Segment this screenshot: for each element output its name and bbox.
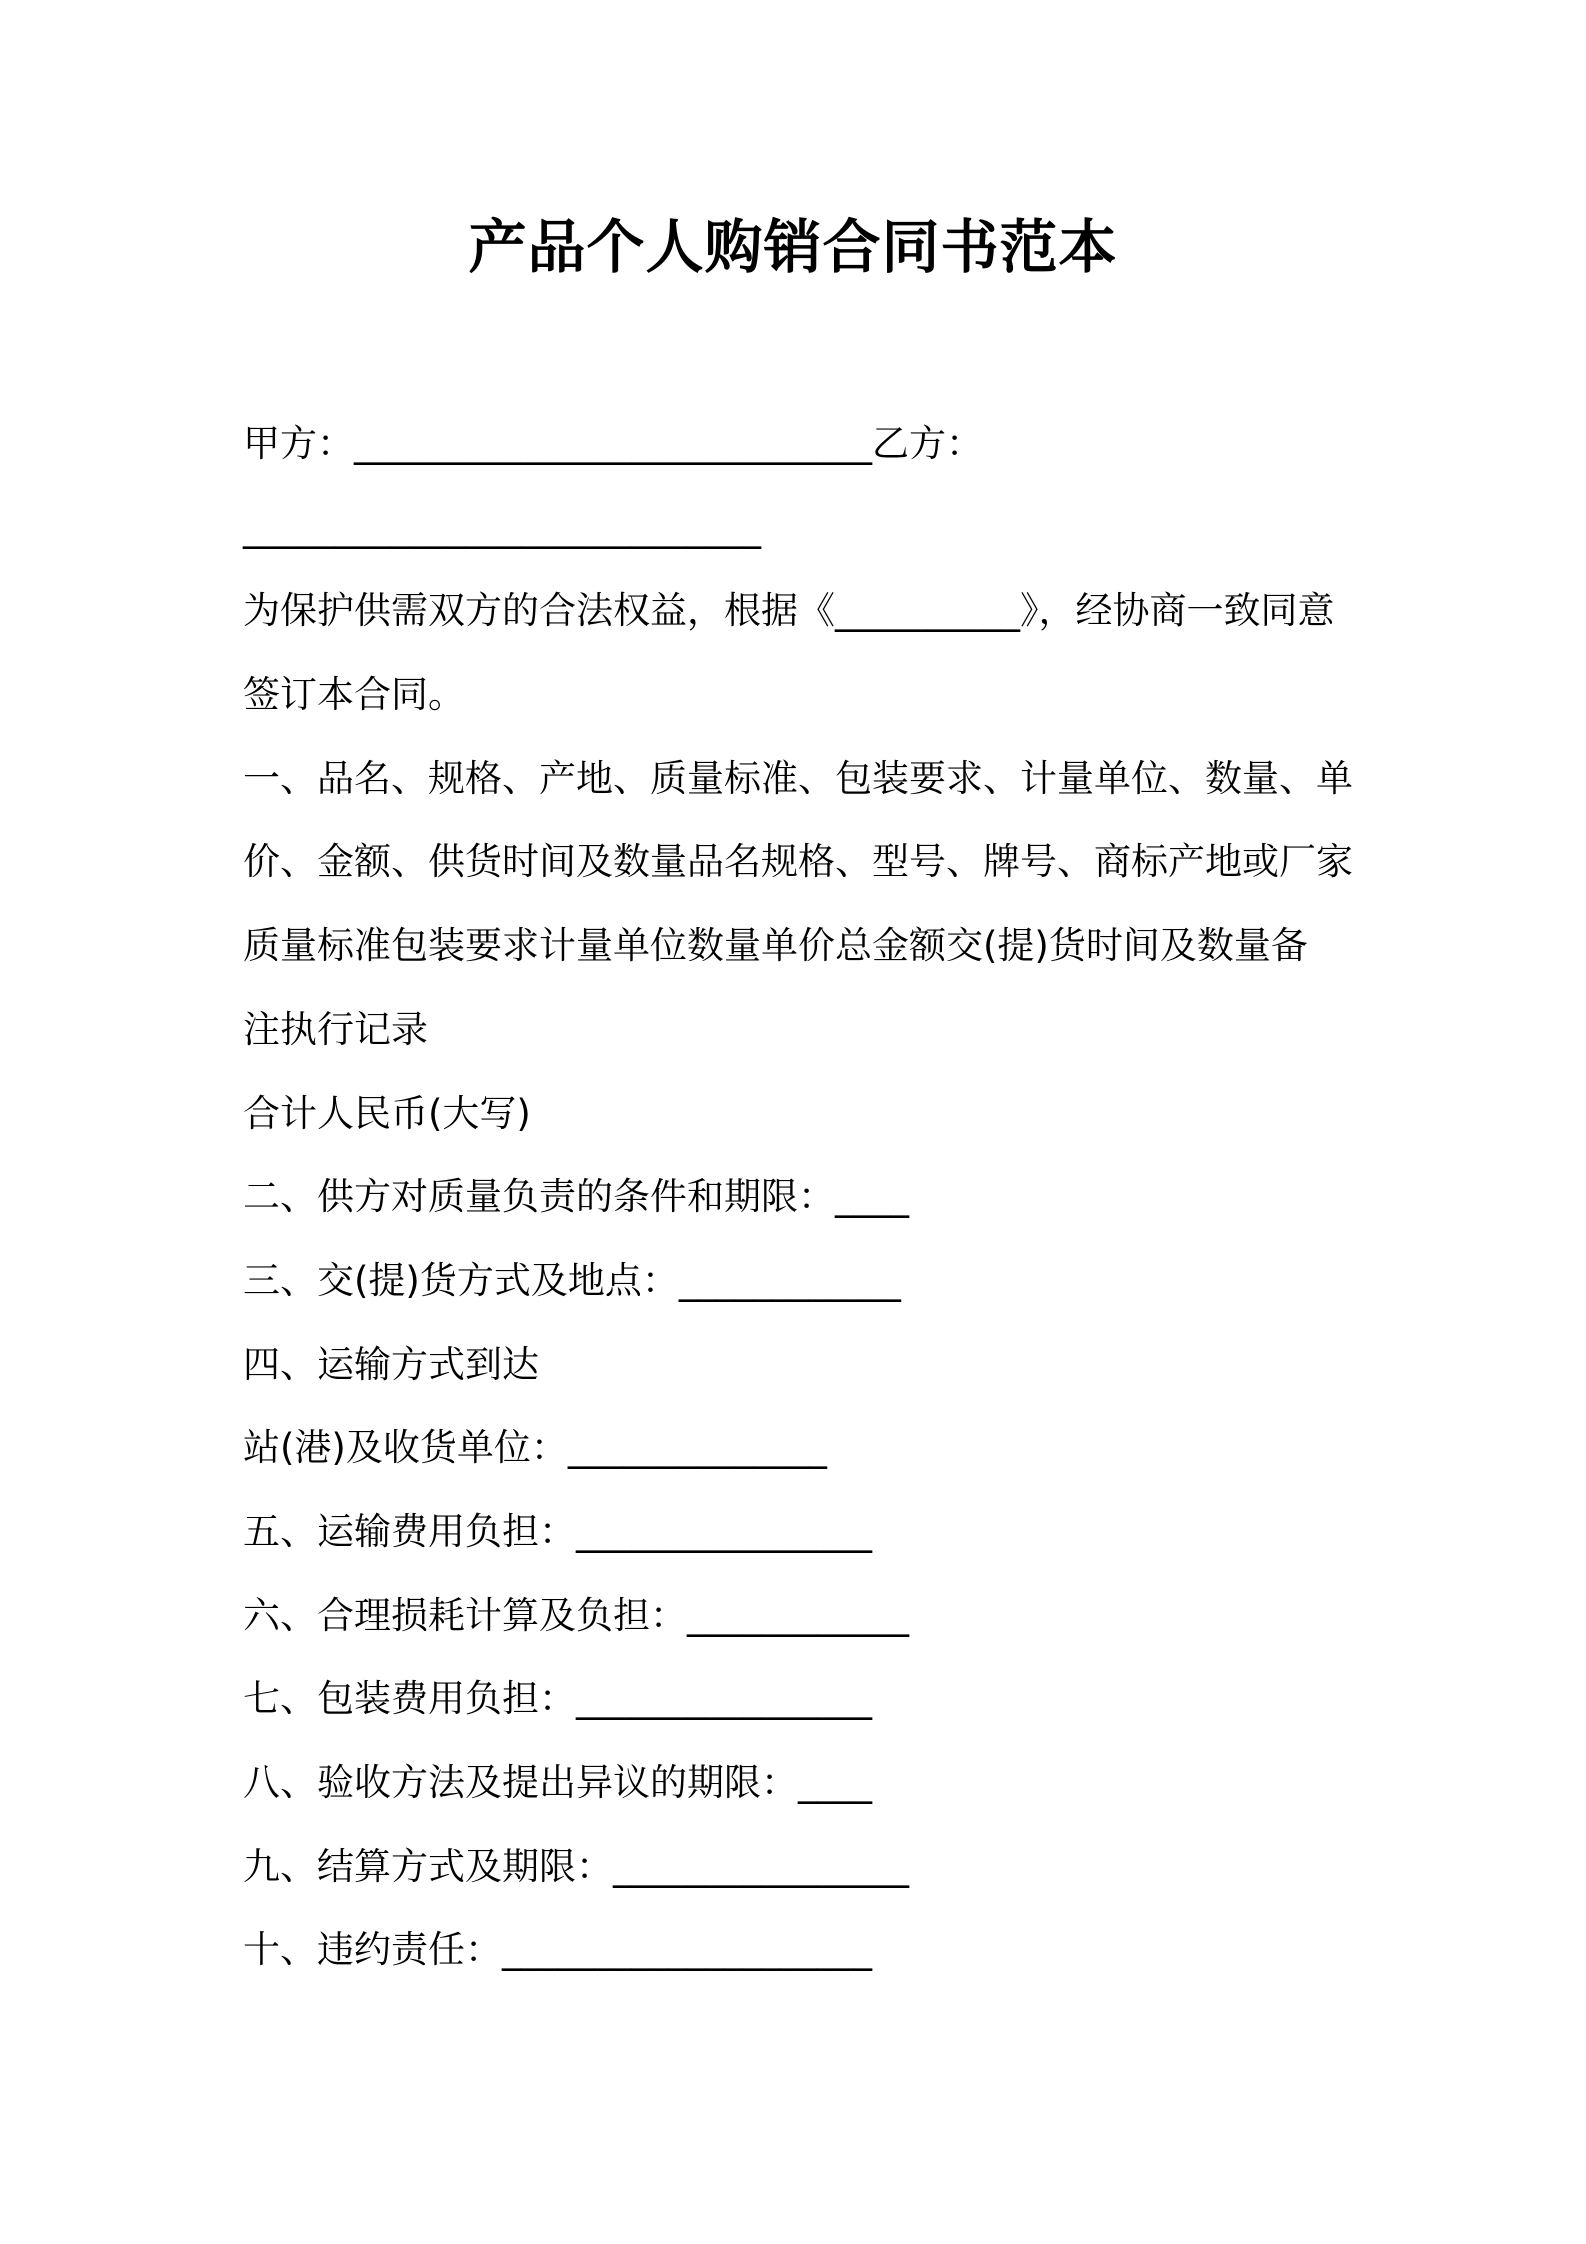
clause-1-line: 注执行记录	[243, 1007, 428, 1051]
clause-6-line: 六、合理损耗计算及负担：____________	[243, 1593, 909, 1637]
clause-2-line: 二、供方对质量负责的条件和期限：____	[243, 1175, 909, 1219]
total-line: 合计人民币(大写)	[243, 1091, 531, 1135]
party-line: 甲方：____________________________乙方：	[243, 422, 983, 465]
clause-1-line: 一、品名、规格、产地、质量标准、包装要求、计量单位、数量、单	[243, 756, 1353, 800]
clause-5-line: 五、运输费用负担：________________	[243, 1509, 872, 1553]
clause-4-line: 四、运输方式到达	[243, 1342, 539, 1386]
clause-1-line: 价、金额、供货时间及数量品名规格、型号、牌号、商标产地或厂家	[243, 840, 1353, 884]
clause-8-line: 八、验收方法及提出异议的期限：____	[243, 1761, 872, 1804]
clause-9-line: 九、结算方式及期限：________________	[243, 1844, 909, 1888]
preamble-line: 签订本合同。	[243, 673, 465, 717]
clause-1-line: 质量标准包装要求计量单位数量单价总金额交(提)货时间及数量备	[243, 924, 1308, 968]
preamble-line: 为保护供需双方的合法权益，根据《__________》，经协商一致同意	[243, 589, 1335, 633]
clause-4-line: 站(港)及收货单位：______________	[243, 1426, 827, 1470]
party-b-blank-line: ____________________________	[243, 505, 761, 549]
clause-7-line: 七、包装费用负担：________________	[243, 1677, 872, 1721]
document-title: 产品个人购销合同书范本	[468, 213, 1118, 281]
document-body	[243, 402, 1363, 1992]
clause-3-line: 三、交(提)货方式及地点：____________	[243, 1258, 901, 1302]
clause-10-line: 十、违约责任：____________________	[243, 1928, 872, 1972]
